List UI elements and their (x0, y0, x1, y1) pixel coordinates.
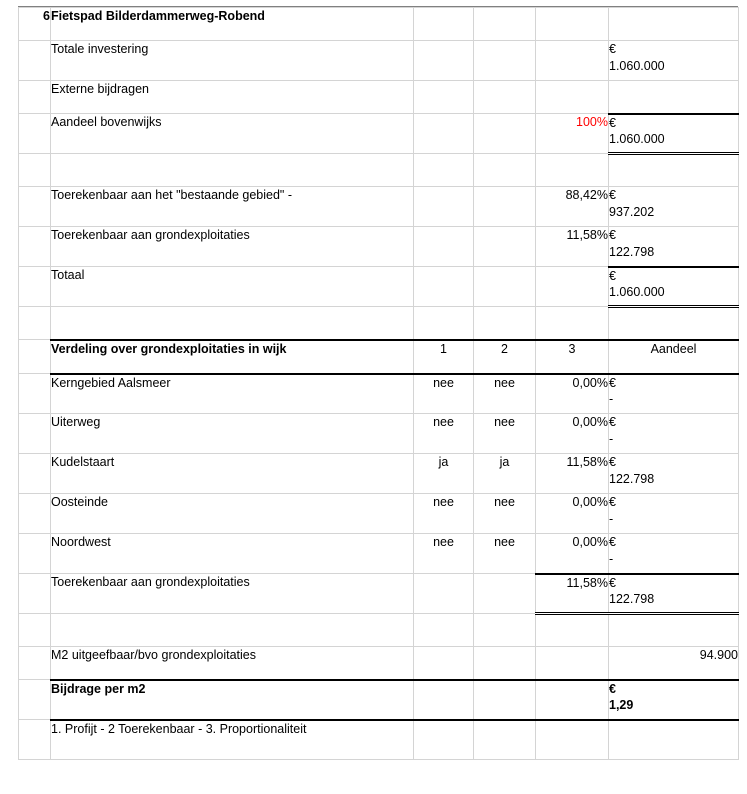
cell-empty (19, 227, 51, 267)
amount-bestaande-gebied (609, 187, 739, 227)
cell-empty (474, 720, 536, 760)
table-row-title (19, 8, 739, 41)
wijk-col-1: nee (414, 534, 474, 574)
header-col-2: 2 (474, 340, 536, 374)
cell-empty (474, 41, 536, 81)
cell-empty (19, 680, 51, 720)
cell-empty (536, 8, 609, 41)
amount-value: 122.798 (609, 592, 655, 607)
pct-totale-investering (536, 41, 609, 81)
cell-empty (414, 154, 474, 187)
kostenverhaal-table (18, 7, 739, 760)
table-row-toerekenbaar-grex (19, 227, 739, 267)
cell-empty (414, 187, 474, 227)
cell-empty (474, 154, 536, 187)
footnote-text: 1. Profijt - 2 Toerekenbaar - 3. Proportionaliteit (51, 720, 414, 760)
cell-empty (474, 647, 536, 680)
wijk-label: Oosteinde (51, 494, 414, 534)
cell-empty (19, 187, 51, 227)
wijk-pct: 11,58% (536, 454, 609, 494)
euro-symbol: € (609, 268, 616, 283)
cell-empty (536, 614, 609, 647)
euro-symbol: € (609, 575, 616, 590)
amount-value: 1,29 (609, 698, 634, 713)
table-row-wijk (19, 414, 739, 454)
cell-empty (414, 114, 474, 154)
label-m2-uitgeefbaar: M2 uitgeefbaar/bvo grondexploitaties (51, 647, 414, 680)
pct-totaal (536, 267, 609, 307)
cell-empty (474, 307, 536, 340)
cell-empty (51, 154, 414, 187)
subtotal-col-1 (414, 574, 474, 614)
wijk-label: Kudelstaart (51, 454, 414, 494)
cell-empty (19, 114, 51, 154)
cell-empty (474, 680, 536, 720)
cell-empty (609, 720, 739, 760)
table-row-spacer (19, 154, 739, 187)
wijk-col-1: nee (414, 494, 474, 534)
wijk-amount (609, 494, 739, 534)
wijk-col-1: nee (414, 414, 474, 454)
amount-value: 1.060.000 (609, 285, 665, 300)
cell-empty (609, 154, 739, 187)
subtotal-col-2 (474, 574, 536, 614)
table-row-aandeel-bovenwijks (19, 114, 739, 154)
amount-value: 122.798 (609, 244, 655, 259)
label-toerekenbaar-grex: Toerekenbaar aan grondexploitaties (51, 227, 414, 267)
amount-value: - (609, 511, 614, 526)
wijk-col-2: nee (474, 374, 536, 414)
cell-empty (609, 614, 739, 647)
euro-symbol: € (609, 681, 616, 696)
cell-empty (474, 81, 536, 114)
euro-symbol: € (609, 495, 616, 509)
cell-empty (51, 307, 414, 340)
cell-empty (536, 720, 609, 760)
label-verdeling-subtotal: Toerekenbaar aan grondexploitaties (51, 574, 414, 614)
wijk-amount (609, 454, 739, 494)
amount-bijdrage-per-m2 (609, 680, 739, 720)
table-row-externe-bijdragen (19, 81, 739, 114)
table-row-note (19, 720, 739, 760)
wijk-col-2: ja (474, 454, 536, 494)
header-verdeling-label: Verdeling over grondexploitaties in wijk (51, 340, 414, 374)
table-row-verdeling-subtotal (19, 574, 739, 614)
cell-empty (474, 267, 536, 307)
wijk-col-2: nee (474, 494, 536, 534)
cell-empty (474, 227, 536, 267)
cell-empty (474, 8, 536, 41)
amount-value: 1.060.000 (609, 58, 665, 73)
cell-empty (19, 574, 51, 614)
wijk-pct: 0,00% (536, 494, 609, 534)
amount-value: 1.060.000 (609, 132, 665, 147)
wijk-amount (609, 414, 739, 454)
cell-empty (19, 154, 51, 187)
cell-empty (19, 534, 51, 574)
euro-symbol: € (609, 375, 616, 390)
table-row-m2-uitgeefbaar (19, 647, 739, 680)
cell-empty (414, 81, 474, 114)
cell-empty (414, 680, 474, 720)
label-bestaande-gebied: Toerekenbaar aan het "bestaande gebied" - (51, 187, 414, 227)
wijk-label: Noordwest (51, 534, 414, 574)
wijk-pct: 0,00% (536, 414, 609, 454)
cell-empty (474, 114, 536, 154)
amount-totaal (609, 267, 739, 307)
amount-value: - (609, 551, 614, 566)
amount-aandeel-bovenwijks (609, 114, 739, 154)
pct-externe-bijdragen (536, 81, 609, 114)
cell-empty (414, 8, 474, 41)
cell-empty (19, 494, 51, 534)
wijk-pct: 0,00% (536, 534, 609, 574)
euro-symbol: € (609, 188, 616, 202)
cell-empty (474, 614, 536, 647)
cell-empty (536, 154, 609, 187)
cell-empty (536, 307, 609, 340)
cell-empty (536, 680, 609, 720)
amount-toerekenbaar-grex (609, 227, 739, 267)
cell-empty (19, 720, 51, 760)
table-row-wijk (19, 534, 739, 574)
euro-symbol: € (609, 115, 616, 130)
cell-empty (51, 614, 414, 647)
cell-empty (19, 614, 51, 647)
table-row-totale-investering (19, 41, 739, 81)
cell-empty (414, 720, 474, 760)
wijk-amount (609, 374, 739, 414)
cell-empty (19, 81, 51, 114)
cell-empty (19, 454, 51, 494)
wijk-col-1: nee (414, 374, 474, 414)
label-externe-bijdragen: Externe bijdragen (51, 81, 414, 114)
wijk-col-1: ja (414, 454, 474, 494)
cell-empty (19, 307, 51, 340)
table-row-wijk (19, 454, 739, 494)
cell-empty (414, 41, 474, 81)
pct-verdeling-subtotal: 11,58% (536, 574, 609, 614)
cell-empty (19, 340, 51, 374)
label-aandeel-bovenwijks: Aandeel bovenwijks (51, 114, 414, 154)
cell-empty (536, 647, 609, 680)
euro-symbol: € (609, 415, 616, 429)
amount-verdeling-subtotal (609, 574, 739, 614)
euro-symbol: € (609, 535, 616, 549)
wijk-label: Kerngebied Aalsmeer (51, 374, 414, 414)
wijk-col-2: nee (474, 534, 536, 574)
row-number: 6 (19, 8, 51, 41)
cell-empty (414, 614, 474, 647)
cell-empty (19, 647, 51, 680)
cell-empty (609, 8, 739, 41)
table-row-spacer (19, 614, 739, 647)
cell-empty (19, 267, 51, 307)
cell-empty (19, 41, 51, 81)
value-m2-uitgeefbaar: 94.900 (609, 647, 739, 680)
cell-empty (19, 374, 51, 414)
wijk-label: Uiterweg (51, 414, 414, 454)
label-totaal: Totaal (51, 267, 414, 307)
amount-totale-investering (609, 41, 739, 81)
cell-empty (414, 267, 474, 307)
header-col-3: 3 (536, 340, 609, 374)
pct-toerekenbaar-grex: 11,58% (536, 227, 609, 267)
pct-bestaande-gebied: 88,42% (536, 187, 609, 227)
cell-empty (414, 227, 474, 267)
amount-externe-bijdragen (609, 81, 739, 114)
table-row-wijk (19, 494, 739, 534)
cell-empty (474, 187, 536, 227)
amount-value: - (609, 431, 614, 446)
wijk-amount (609, 534, 739, 574)
amount-value: 937.202 (609, 204, 655, 219)
table-row-verdeling-header (19, 340, 739, 374)
wijk-pct: 0,00% (536, 374, 609, 414)
cell-empty (609, 307, 739, 340)
cell-empty (414, 307, 474, 340)
table-row-wijk (19, 374, 739, 414)
table-row-spacer (19, 307, 739, 340)
amount-value: - (609, 392, 614, 407)
euro-symbol: € (609, 455, 616, 469)
cell-empty (19, 414, 51, 454)
table-row-bijdrage-per-m2 (19, 680, 739, 720)
cell-empty (414, 647, 474, 680)
amount-value: 122.798 (609, 471, 655, 486)
pct-aandeel-bovenwijks: 100% (536, 114, 609, 154)
table-row-totaal (19, 267, 739, 307)
header-col-1: 1 (414, 340, 474, 374)
euro-symbol: € (609, 42, 616, 56)
label-bijdrage-per-m2: Bijdrage per m2 (51, 680, 414, 720)
euro-symbol: € (609, 228, 616, 242)
label-totale-investering: Totale investering (51, 41, 414, 81)
wijk-col-2: nee (474, 414, 536, 454)
project-title: Fietspad Bilderdammerweg-Robend (51, 8, 414, 41)
table-row-bestaande-gebied (19, 187, 739, 227)
header-col-aandeel: Aandeel (609, 340, 739, 374)
